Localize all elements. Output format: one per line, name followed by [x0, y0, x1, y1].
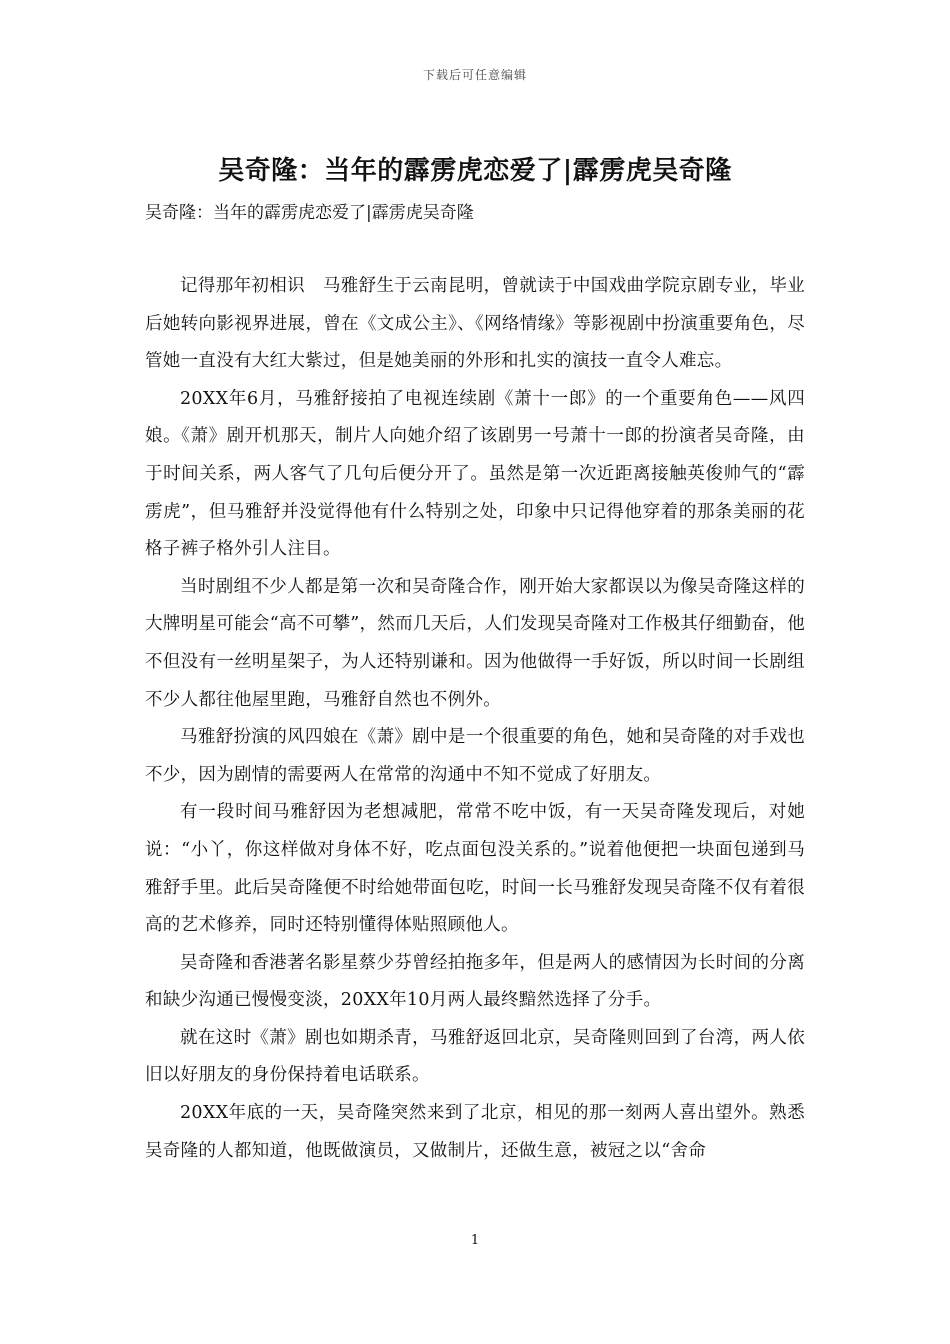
paragraph: 记得那年初相识 马雅舒生于云南昆明，曾就读于中国戏曲学院京剧专业，毕业后她转向影视界进展，曾在《文成公主》、《网络情缘》等影视剧中扮演重要角色，尽管她一直没有大红大紫过，但是她美丽的外形和扎实的演技一直令人难忘。 [145, 276, 805, 372]
header-note: 下载后可任意编辑 [422, 68, 527, 82]
paragraph: 20XX年底的一天，吴奇隆突然来到了北京，相见的那一刻两人喜出望外。熟悉吴奇隆的人都知道，他既做演员，又做制片，还做生意，被冠之以“舍命 [145, 1103, 805, 1161]
paragraph: 吴奇隆和香港著名影星蔡少芬曾经拍拖多年，但是两人的感情因为长时间的分离和缺少沟通已慢慢变淡，20XX年10月两人最终黯然选择了分手。 [145, 952, 805, 1011]
paragraph: 有一段时间马雅舒因为老想减肥，常常不吃中饭，有一天吴奇隆发现后，对她说：“小丫，你这样做对身体不好，吃点面包没关系的。”说着他便把一块面包递到马雅舒手里。此后吴奇隆便不时给她带面包吃，时间一长马雅舒发现吴奇隆不仅有着很高的艺术修养，同时还特别懂得体贴照顾他人。 [145, 802, 805, 936]
paragraph: 马雅舒扮演的风四娘在《萧》剧中是一个很重要的角色，她和吴奇隆的对手戏也不少，因为剧情的需要两人在常常的沟通中不知不觉成了好朋友。 [145, 727, 805, 785]
paragraph: 就在这时《萧》剧也如期杀青，马雅舒返回北京，吴奇隆则回到了台湾，两人依旧以好朋友的身份保持着电话联系。 [145, 1027, 805, 1086]
paragraph: 20XX年6月，马雅舒接拍了电视连续剧《萧十一郎》的一个重要角色——风四娘。《萧》剧开机那天，制片人向她介绍了该剧男一号萧十一郎的扮演者吴奇隆，由于时间关系，两人客气了几句后便分开了。虽然是第一次近距离接触英俊帅气的“霹雳虎”，但马雅舒并没觉得他有什么特别之处，印象中只记得他穿着的那条美丽的花格子裤子格外引人注目。 [145, 388, 805, 560]
paragraph: 当时剧组不少人都是第一次和吴奇隆合作，刚开始大家都误以为像吴奇隆这样的大牌明星可能会“高不可攀”，然而几天后，人们发现吴奇隆对工作极其仔细勤奋，他不但没有一丝明星架子，为人还特别谦和。因为他做得一手好饭，所以时间一长剧组不少人都往他屋里跑，马雅舒自然也不例外。 [145, 576, 805, 710]
document-subtitle: 吴奇隆：当年的霹雳虎恋爱了|霹雳虎吴奇隆 [145, 203, 474, 223]
document-title: 吴奇隆：当年的霹雳虎恋爱了|霹雳虎吴奇隆 [218, 156, 732, 186]
article-body [145, 268, 805, 1170]
page-number: 1 [470, 1233, 480, 1248]
